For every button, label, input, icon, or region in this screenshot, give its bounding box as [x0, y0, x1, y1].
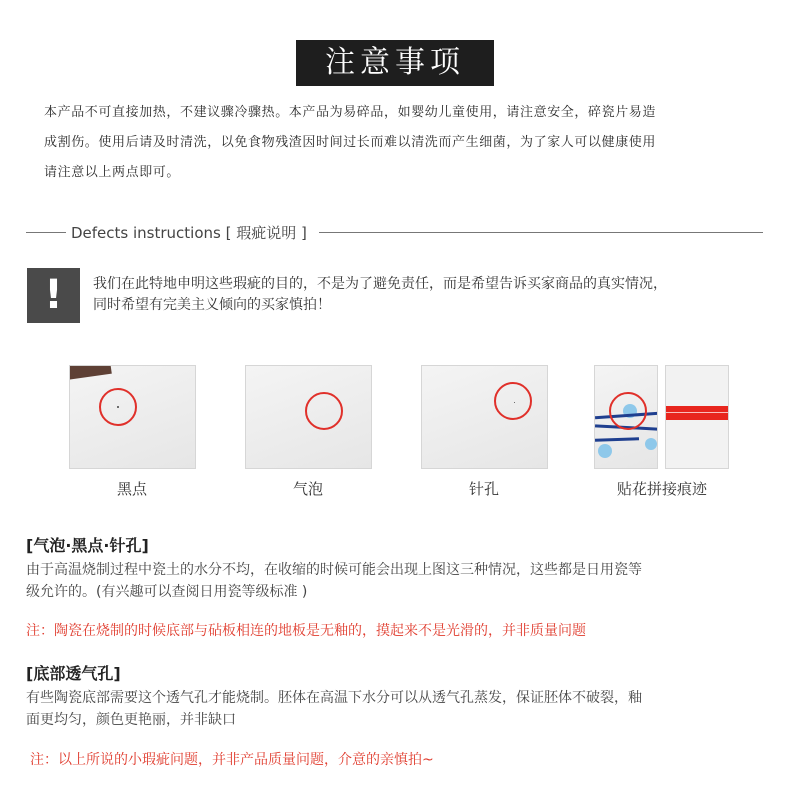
decal-red-band [666, 406, 729, 420]
section-heading-vent-hole: [底部透气孔] [26, 664, 121, 683]
heading-divider-left [26, 232, 66, 233]
highlight-circle [305, 392, 343, 430]
pinhole-photo [421, 365, 548, 469]
page-title: 注意事项 [296, 40, 494, 86]
highlight-circle [609, 392, 647, 430]
black-dot-photo [69, 365, 196, 469]
section-line: 面更均匀，颜色更艳丽，并非缺口 [26, 712, 236, 728]
defect-samples [0, 360, 789, 510]
warning-text [93, 274, 783, 316]
black-dot-mark [117, 406, 119, 408]
sample-label: 贴花拼接痕迹 [616, 480, 707, 498]
defects-heading-bar [26, 221, 763, 243]
warning-line: 同时希望有完美主义倾向的买家慎拍！ [93, 297, 331, 313]
section-body [26, 687, 771, 731]
section-heading-bubble-dot-pinhole: [气泡·黑点·针孔] [26, 536, 149, 555]
decal-seam-line [666, 412, 729, 413]
exclamation-icon: ! [27, 268, 80, 323]
notice-line: 本产品不可直接加热，不建议骤冷骤热。本产品为易碎品，如婴幼儿童使用，请注意安全，碎瓷片易造 [44, 105, 657, 120]
decal-dot [598, 444, 612, 458]
section-line: 由于高温烧制过程中瓷土的水分不均，在收缩的时候可能会出现上图这三种情况，这些都是日用瓷等 [26, 562, 642, 578]
sample-label: 针孔 [468, 480, 499, 498]
pinhole-mark [514, 402, 515, 403]
glaze-note: 注：陶瓷在烧制的时候底部与砧板相连的地板是无釉的，摸起来不是光滑的，并非质量问题 [26, 623, 586, 639]
notice-line: 请注意以上两点即可。 [44, 165, 181, 180]
decal-photo-blue [594, 365, 658, 469]
section-line: 级允许的。(有兴趣可以查阅日用瓷等级标准 ) [26, 584, 308, 600]
section-line: 有些陶瓷底部需要这个透气孔才能烧制。胚体在高温下水分可以从透气孔蒸发，保证胚体不破裂，釉 [26, 690, 642, 706]
decal-photo-red [665, 365, 729, 469]
notice-line: 成割伤。使用后请及时清洗，以免食物残渣因时间过长而难以清洗而产生细菌，为了家人可以健康使用 [44, 135, 657, 150]
highlight-circle [494, 382, 532, 420]
section-body [26, 559, 771, 603]
heading-divider-right [319, 232, 763, 233]
usage-notice [44, 98, 754, 188]
decal-dot [645, 438, 657, 450]
warning-line: 我们在此特地申明这些瑕疵的目的，不是为了避免责任，而是希望告诉买家商品的真实情况， [93, 276, 667, 292]
sample-label: 气泡 [292, 480, 323, 498]
final-note: 注：以上所说的小瑕疵问题，并非产品质量问题，介意的亲慎拍~ [30, 752, 434, 768]
sample-label: 黑点 [116, 480, 147, 498]
wood-edge [69, 365, 112, 382]
defects-heading: Defects instructions [ 瑕疵说明 ] [71, 223, 307, 242]
decal-stroke [595, 437, 639, 442]
bubble-photo [245, 365, 372, 469]
